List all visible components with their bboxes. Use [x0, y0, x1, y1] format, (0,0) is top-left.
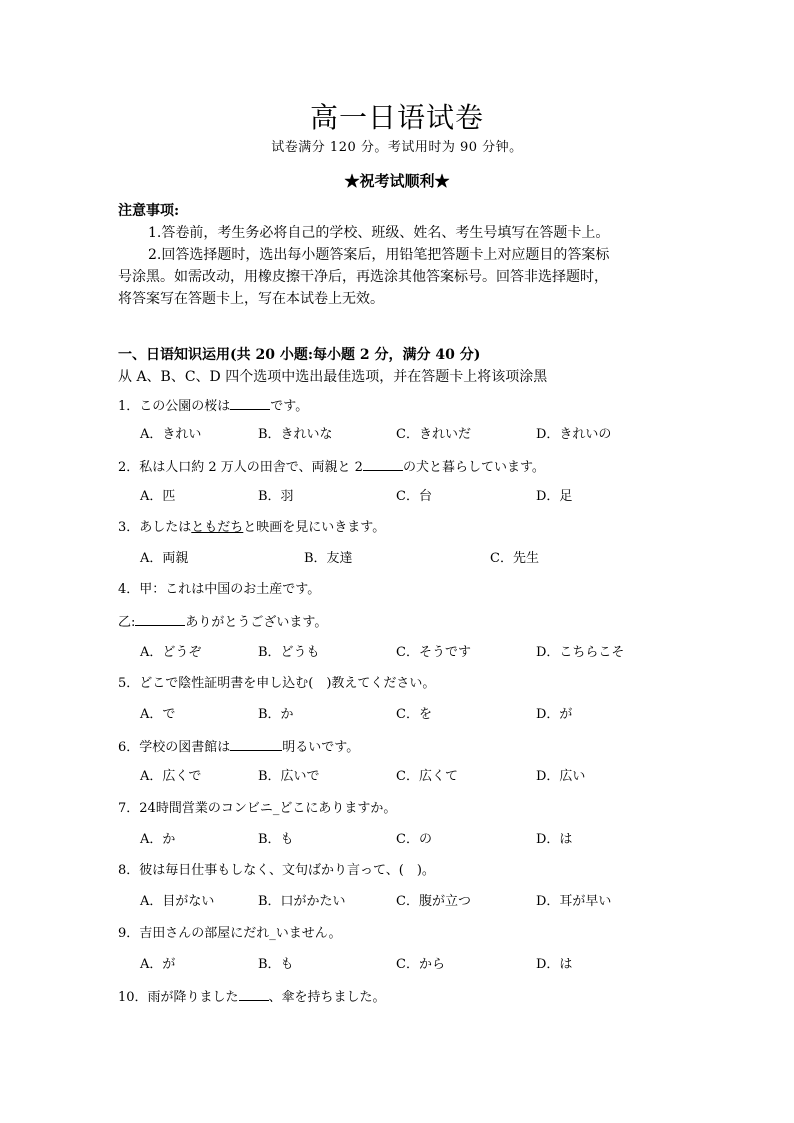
answer-blank — [230, 395, 270, 410]
notes-item-1: 1.答卷前，考生务必将自己的学校、班级、姓名、考生号填写在答题卡上。 — [148, 225, 610, 241]
question-text: 、傘を持ちました。 — [268, 990, 386, 1005]
option-a[interactable]: A．か — [140, 832, 176, 847]
option-d[interactable]: D．が — [536, 707, 573, 722]
answer-blank — [230, 736, 282, 751]
question-7 — [118, 799, 396, 819]
question-text: 8．彼は毎日仕事もしなく、文句ばかり言って、( )。 — [118, 863, 435, 878]
option-c[interactable]: C．きれいだ — [396, 427, 471, 442]
exam-subtitle: 试卷满分 120 分。考试用时为 90 分钟。 — [271, 140, 523, 155]
option-a[interactable]: A．きれい — [140, 427, 202, 442]
question-9 — [118, 924, 342, 944]
question-text: 4．甲：これは中国のお土産です。 — [118, 582, 321, 597]
option-b[interactable]: B．も — [258, 832, 294, 847]
question-6 — [118, 736, 359, 758]
question-text: 2．私は人口約 2 万人の田舎で、両親と 2 — [118, 460, 363, 475]
option-d[interactable]: D．こちらこそ — [536, 645, 625, 660]
option-c[interactable]: C．広くて — [396, 769, 458, 784]
exam-title: 高一日语试卷 — [309, 101, 484, 134]
question-text: です。 — [270, 399, 309, 414]
question-text: 乙: — [118, 615, 136, 630]
section-1-header — [118, 344, 688, 388]
notes-item-2-line-3: 将答案写在答题卡上，写在本试卷上无效。 — [118, 291, 384, 307]
question-text: 6．学校の図書館は — [118, 740, 231, 755]
question-1 — [118, 395, 308, 417]
good-luck-banner: ★祝考试顺利★ — [344, 172, 450, 190]
question-text: と映画を見にいきます。 — [243, 520, 386, 535]
option-a[interactable]: A．広くで — [140, 769, 202, 784]
answer-blank — [135, 611, 185, 626]
option-a[interactable]: A．どうぞ — [140, 645, 202, 660]
option-c[interactable]: C．先生 — [490, 551, 539, 566]
option-b[interactable]: B．口がかたい — [258, 894, 346, 909]
option-d[interactable]: D．は — [536, 832, 573, 847]
option-c[interactable]: C．から — [396, 957, 445, 972]
notes-block — [118, 200, 683, 310]
option-c[interactable]: C．そうです — [396, 645, 471, 660]
section-1-heading: 一、日语知识运用(共 20 小题:每小题 2 分，满分 40 分) — [118, 347, 481, 363]
question-2 — [118, 456, 545, 478]
question-text: 7．24時間営業のコンビニ_どこにありますか。 — [118, 801, 397, 816]
question-4-reply — [118, 611, 327, 633]
question-3 — [118, 518, 385, 538]
option-d[interactable]: D．耳が早い — [536, 894, 612, 909]
option-c[interactable]: C．を — [396, 707, 432, 722]
option-b[interactable]: B．羽 — [258, 489, 294, 504]
underlined-word: ともだち — [191, 520, 244, 535]
question-text: 5．どこで陰性証明書を申し込む( )教えてください。 — [118, 676, 436, 691]
notes-heading: 注意事项: — [118, 203, 180, 219]
option-d[interactable]: D．きれいの — [536, 427, 612, 442]
option-b[interactable]: B．どうも — [258, 645, 320, 660]
option-c[interactable]: C．腹が立つ — [396, 894, 471, 909]
question-4 — [118, 580, 320, 600]
notes-item-2-line-2: 号涂黑。如需改动，用橡皮擦干净后，再选涂其他答案标号。回答非选择题时， — [118, 269, 608, 285]
option-d[interactable]: D．足 — [536, 489, 573, 504]
option-b[interactable]: B．も — [258, 957, 294, 972]
question-5 — [118, 674, 435, 694]
question-8 — [118, 861, 435, 881]
option-a[interactable]: A．目がない — [140, 894, 215, 909]
option-c[interactable]: C．の — [396, 832, 432, 847]
option-b[interactable]: B．友達 — [304, 551, 353, 566]
question-text: 10．雨が降りました — [118, 990, 239, 1005]
notes-item-2-line-1: 2.回答选择题时，选出每小题答案后，用铅笔把答题卡上对应题目的答案标 — [148, 247, 610, 263]
question-text: 3．あしたは — [118, 520, 192, 535]
option-a[interactable]: A．両親 — [140, 551, 189, 566]
section-1-instruction: 从 A、B、C、D 四个选项中选出最佳选项，并在答题卡上将该项涂黑 — [118, 369, 548, 385]
option-a[interactable]: A．が — [140, 957, 176, 972]
option-b[interactable]: B．きれいな — [258, 427, 333, 442]
option-a[interactable]: A．で — [140, 707, 176, 722]
option-c[interactable]: C．台 — [396, 489, 432, 504]
answer-blank — [239, 986, 269, 1001]
option-a[interactable]: A．匹 — [140, 489, 176, 504]
answer-blank — [363, 456, 403, 471]
question-text: 9．吉田さんの部屋にだれ_いません。 — [118, 926, 342, 941]
option-d[interactable]: D．広い — [536, 769, 586, 784]
question-text: 1．この公園の桜は — [118, 399, 231, 414]
question-text: 明るいです。 — [282, 740, 360, 755]
option-d[interactable]: D．は — [536, 957, 573, 972]
question-10 — [118, 986, 386, 1008]
question-text: の犬と暮らしています。 — [402, 460, 545, 475]
option-b[interactable]: B．か — [258, 707, 294, 722]
question-text: ありがとうございます。 — [185, 615, 328, 630]
option-b[interactable]: B．広いで — [258, 769, 320, 784]
